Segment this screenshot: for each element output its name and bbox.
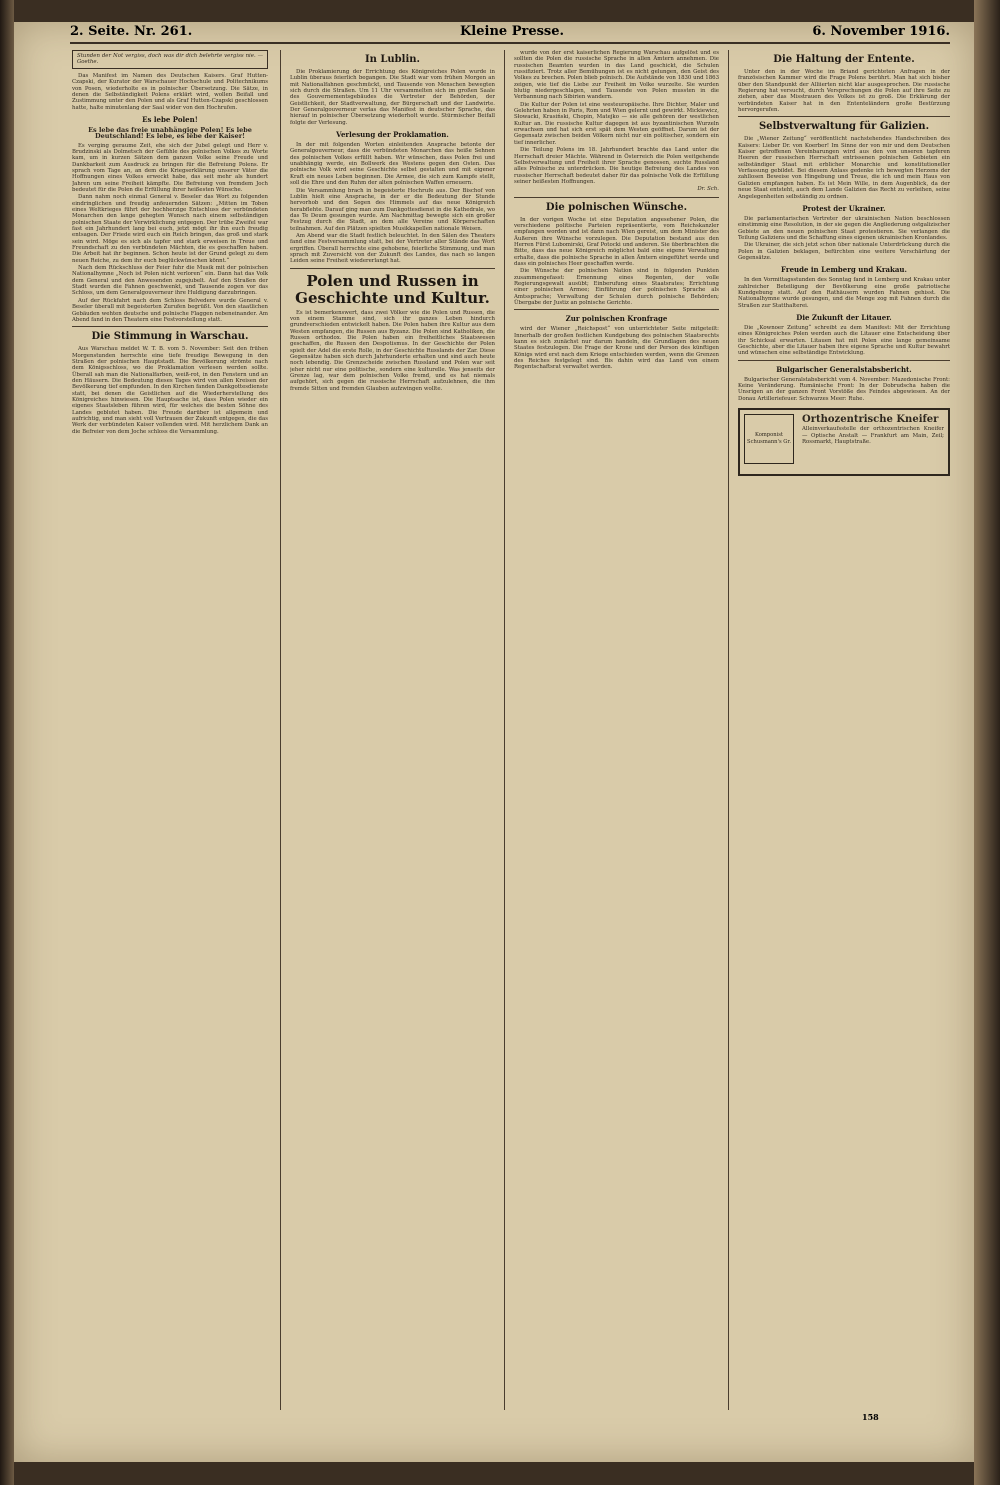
article-headline: Die Stimmung in Warschau. — [91, 331, 249, 343]
article-headline: Die polnischen Wünsche. — [545, 201, 688, 213]
article-headline: Freude in Lemberg und Krakau. — [781, 265, 907, 275]
article-text: Am Abend war die Stadt festlich beleuchtet. In den Sälen des Theaters fand eine Festversammlung statt, bei der Vertreter aller Stände das Wort ergriffen. Überall herrschte eine gehobene, feierliche Stimmung, und man sprach mit Zuversicht von der Zukunft des Landes, das nach so langen Leiden seine Freiheit wiedererlangt hat. — [290, 232, 495, 265]
column-1 — [72, 50, 268, 1410]
article-headline: Die Zukunft der Litauer. — [796, 312, 892, 322]
author-signature: Dr. Sch. — [697, 186, 719, 193]
divider — [738, 116, 950, 117]
article-text: Die Teilung Polens im 18. Jahrhundert brachte das Land unter die Herrschaft dreier Mächte. Während in Österreich die Polen weitgehende Selbstverwaltung und Freiheit ihrer Sprache genossen, suchte Russland alles Polnische zu unterdrücken. Die heutige Befreiung des Landes von russischer Herrschaft bedeutet daher für das polnische Volk die Erfüllung seiner heißesten Hoffnungen. — [514, 147, 719, 185]
article-text: Die Ukrainer, die sich jetzt schon über nationale Unterdrückung durch die Polen in Galizien beklagen, befürchten eine weitere Verschärfung der Gegensätze. — [738, 242, 950, 261]
article-headline: Zur polnischen Kronfrage — [565, 314, 668, 324]
folio-number: 158 — [862, 1412, 879, 1422]
article-text: Die Versammlung brach in begeisterte Hochrufe aus. Der Bischof von Lublin hielt eine Ansprache, in der er die Bedeutung der Stunde hervorhob und den Segen des Himmels auf das neue Königreich herabflehte. Darauf ging man zum Dankgottesdienst in die Kathedrale, wo das Te Deum gesungen wurde. Am Nachmittag bewegte sich ein großer Festzug durch die Stadt, an dem alle Vereine und Körperschaften teilnahmen. Auf den Plätzen spielten Musikkapellen nationale Weisen. — [290, 187, 495, 232]
advertisement-title: Orthozentrische Kneifer — [802, 414, 939, 426]
article-text: Die Wünsche der polnischen Nation sind in folgenden Punkten zusammengefasst: Ernennung eines Regenten, der volle Regierungsgewalt ausübt; Einberufung eines Staatsrates; Errichtung einer polnischen Armee; Einführung der polnischen Sprache als Amtssprache; Verwaltung der Schulen durch polnische Behörden; Übergabe der Justiz an polnische Gerichte. — [514, 268, 719, 307]
article-text: Dann nahm noch einmal General v. Beseler das Wort zu folgenden eindringlichen und freudig anfeuernden Sätzen: „Mitten im Toben eines Weltkrieges führt der hochherzige Entschluss der verbündeten Monarchen den lange gehegten Wunsch nach einem selbständigen polnischen Staate der Verwirklichung entgegen. Der trübe Zweifel war fast ein Jahrhundert lang bei euch, jetzt mögt ihr ihn euch freudig entsagen. Der Friede wird euch ein Reich bringen, das groß und stark sein wird. Möge es sich als tapfer und stark erweisen in Treue und Freundschaft zu den verbündeten Mächten, die es geschaffen haben. Die Arbeit hat ihr beginnen. Schon heute ist der Grund gelegt zu dem neuen Reiche, zu dem ihr euch beglückwünschen könnt.“ — [72, 194, 268, 264]
divider — [72, 326, 268, 327]
advertisement-logo: Komponist Schusmann's Gr. — [744, 414, 794, 464]
article-text: Bulgarischer Generalstabsbericht vom 4. November: Mazedonische Front: Keine Veränderung. Rumänische Front: In der Dobrudscha haben die Unsrigen an der ganzen Front Vorstöße des Feindes abgewiesen. An der Donau Artilleriefeuer. Schwarzes Meer: Ruhe. — [738, 376, 950, 402]
column-2 — [290, 50, 495, 1410]
article-text: Das Manifest im Namen des Deutschen Kaisers. Graf Hutten-Czapski, der Kurator der Warschauer Hochschule und Politechnikums von Posen, wiederholte es in polnischer Übersetzung. Die Sätze, in denen die Selbständigkeit Polens erklärt wird, wollen Beifall und Zustimmung unter den Polen und als Graf Hutten-Czapski geschlossen hatte, halte minutenlang der Saal wider von den Hochrufen. — [72, 72, 268, 111]
article-text: Auf der Rückfahrt nach dem Schloss Belvedere wurde General v. Beseler überall mit begeisterten Zurufen begrüßt. Von den staatlichen Gebäuden wehten deutsche und polnische Flaggen nebeneinander. Am Abend fand in den Theatern eine Festvorstellung statt. — [72, 297, 268, 323]
divider — [514, 197, 719, 198]
article-text: In den Vormittagsstunden des Sonntag fand in Lemberg und Krakau unter zahlreicher Beteiligung der Bevölkerung eine große patriotische Kundgebung statt. Auf den Rathäusern wurden Fahnen gehisst. Die Nationalhymne wurde gesungen, und die Menge zog mit Fahnen durch die Straßen zur Statthalterei. — [738, 277, 950, 309]
column-4 — [738, 50, 950, 1410]
section-heading: Verlesung der Proklamation. — [336, 130, 449, 140]
column-rule — [504, 50, 505, 1410]
article-headline: Die Haltung der Entente. — [773, 54, 915, 65]
article-text: Die „Wiener Zeitung“ veröffentlicht nachstehendes Handschreiben des Kaisers: Lieber Dr. von Koerber! Im Sinne der von mir und dem Deutschen Kaiser getroffenen Vereinbarungen wird aus den von unseren tapferen Heeren der russischen Herrschaft entrissenen polnischen Gebieten ein selbständiger Staat mit erblicher Monarchie und konstitutioneller Verfassung gebildet. Bei diesem Anlass gedenke ich bewegten Herzens der zahllosen Beweise von Hingebung und Treue, die ich und mein Haus von Galizien empfangen haben. Es ist Mein Wille, in dem Augenblick, da der neue Staat entsteht, auch dem Lande Galizien das Recht zu verleihen, seine Angelegenheiten selbständig zu ordnen. — [738, 136, 950, 200]
article-text: Die Kultur der Polen ist eine westeuropäische. Ihre Dichter, Maler und Gelehrten haben in Paris, Rom und Wien gelernt und gewirkt. Mickiewicz, Słowacki, Krasiński, Chopin, Matejko — sie alle gehören der westlichen Kultur an. Die russische Kultur dagegen ist aus byzantinischen Wurzeln erwachsen und hat sich erst spät dem Westen geöffnet. Darum ist der Gegensatz zwischen beiden Völkern nicht nur ein politischer, sondern ein tief innerlicher. — [514, 101, 719, 146]
divider — [290, 268, 495, 269]
advertisement — [738, 408, 950, 476]
article-text: Es verging geraume Zeit, ehe sich der Jubel gelegt und Herr v. Brudzinski als Dolmetsch der Gefühle des polnischen Volkes zu Worte kam, um in kurzen Sätzen dem ganzen Volke seine Freude und Dankbarkeit zum Ausdruck zu bringen für die Befreiung Polens. Er sprach vom Tage an, an dem die Kriegserklärung unserer Väter die Hoffnungen eines Volkes erweckt habe, das seit mehr als hundert Jahren um seine Freiheit kämpfte. Die Befreiung von fremdem Joch bedeutet für die Polen die Erfüllung ihrer heißesten Wünsche. — [72, 142, 268, 193]
newspaper-title: Kleine Presse. — [460, 24, 565, 39]
article-text: Unter den in der Woche im Briand gerichteten Anfragen in der französischen Kammer wird die Frage Polens berührt. Man hat sich bisher über den Standpunkt der Alliierten nicht klar ausgesprochen. Die russische Regierung hat versucht, durch Versprechungen die Polen auf ihre Seite zu ziehen, aber das Misstrauen des Volkes ist zu groß. Die Erklärung der verbündeten Kaiser hat in den Ententeländern große Bestürzung hervorgerufen. — [738, 69, 950, 114]
page-edge — [974, 0, 1000, 1485]
article-text: In der vorigen Woche ist eine Deputation angesehener Polen, die verschiedene politische Parteien repräsentierte, vom Reichskanzler empfangen worden und ist dann nach Wien gereist, um dem Minister des Äußeren ihre Wünsche vorzulegen. Die Deputation bestand aus den Herren Fürst Lubomirski, Graf Potocki und anderen. Sie überbrachten die Bitte, dass das neue Königreich möglichst bald eine eigene Verwaltung erhalte, dass die polnische Sprache in allen Ämtern eingeführt werde und dass ein polnisches Heer geschaffen werde. — [514, 216, 719, 267]
column-3 — [514, 50, 719, 1410]
article-headline: Selbstverwaltung für Galizien. — [758, 121, 930, 133]
article-text: In der mit folgenden Worten einleitenden Ansprache betonte der Generalgouverneur, dass die verbündeten Monarchen das heiße Sehnen des polnischen Volkes erfüllt haben. Wir wünschen, dass Polen frei und unabhängig werde, ein Bollwerk des Westens gegen den Osten. Das polnische Volk wird seine Geschichte selbst gestalten und mit eigener Kraft ein neues Leben beginnen. Die Armee, die sich zum Kampfe stellt, soll die Ehre und den Ruhm der alten polnischen Waffen erneuern. — [290, 142, 495, 187]
article-headline: In Lublin. — [364, 54, 421, 65]
article-headline: Bulgarischer Generalstabsbericht. — [776, 364, 912, 374]
article-text: Nach dem Rückschluss der Feier fuhr die Musik mit der polnischen Nationalhymne „Noch ist Polen nicht verloren“ ein. Dann hat das Volk dem General und den Anwesenden zugejubelt. Auf den Straßen der Stadt wurden die Fahnen geschwenkt, und Tausende zogen vor das Schloss, um dem Generalgouverneur ihre Huldigung darzubringen. — [72, 265, 268, 297]
article-text: wird der Wiener „Reichspost“ von unterrichteter Seite mitgeteilt: Innerhalb der großen festlichen Kundgebung des polnischen Staatsrechts kann es sich zunächst nur darum handeln, die Grundlagen des neuen Staates festzulegen. Die Frage der Krone und der Person des künftigen Königs wird erst nach dem Kriege entschieden werden, wenn die Grenzen des Reiches festgelegt sind. Bis dahin wird das Land von einem Regentschaftsrat verwaltet werden. — [514, 326, 719, 371]
issue-date: 6. November 1916. — [812, 24, 950, 39]
slogan: Es lebe das freie unabhängige Polen! Es lebe Deutschland! Es lebe, es lebe der Kaiser! — [88, 125, 252, 141]
page-number-label: 2. Seite. Nr. 261. — [70, 24, 193, 39]
article-headline: Polen und Russen in Geschichte und Kultur. — [295, 271, 490, 307]
article-text: Es ist bemerkenswert, dass zwei Völker wie die Polen und Russen, die von einem Stamme sind, sich ihr ganzes Leben hindurch grundverschieden entwickelt haben. Die Polen haben ihre Kultur aus dem Westen empfangen, die Russen aus Byzanz. Die Polen sind Katholiken, die Russen orthodox. Die Polen haben ein freiheitliches Staatswesen geschaffen, die Russen den Despotismus. In der Geschichte der Polen spielt der Adel die erste Rolle, in der Geschichte Russlands der Zar. Diese Gegensätze haben sich durch Jahrhunderte erhalten und sind auch heute noch lebendig. Die Grenzscheide zwischen Russland und Polen war seit jeher nicht nur eine politische, sondern eine kulturelle. Was jenseits der Grenze lag, war dem polnischen Volke fremd, und es hat niemals aufgehört, sich gegen die russische Herrschaft aufzulehnen, die ihm fremde Sitten und fremden Glauben aufzwingen wollte. — [290, 309, 495, 392]
column-rule — [280, 50, 281, 1410]
epigraph-box: Stunden der Not vergiss, doch was dir dich belehrte vergiss nie. — Goethe. — [72, 50, 268, 69]
article-text: Die „Kownoer Zeitung“ schreibt zu dem Manifest: Mit der Errichtung eines Königreiches Polen werden auch die Litauer eine Entscheidung über ihr Schicksal erwarten. Litauen hat mit Polen eine lange gemeinsame Geschichte, aber die Litauer haben ihre eigene Sprache und Kultur bewahrt und wünschen eine selbständige Entwicklung. — [738, 324, 950, 357]
article-text: Die parlamentarischen Vertreter der ukrainischen Nation beschlossen einstimmig eine Resolution, in der sie gegen die Angliederung ostgalizischer Gebiete an den neuen polnischen Staat protestieren. Sie verlangen die Teilung Galiziens und die Schaffung eines eigenen ukrainischen Kronlandes. — [738, 215, 950, 241]
advertisement-text: Alleinverkaufsstelle der orthozentrischen Kneifer — Optische Anstalt — Frankfurt am Main, Zeil; Rossmarkt, Hauptstraße. — [802, 426, 944, 446]
page-binding — [0, 0, 14, 1485]
column-rule — [728, 50, 729, 1410]
masthead — [70, 24, 950, 44]
article-text: wurde von der erst kaiserlichen Regierung Warschau aufgelöst und es sollten die Polen die russische Sprache in allen Ämtern annehmen. Die russischen Beamten wurden in das Land geschickt, die Schulen russifiziert. Trotz aller Bemühungen ist es nicht gelungen, den Geist des Volkes zu brechen. Polen blieb polnisch. Die Aufstände von 1830 und 1863 zeigen, wie tief die Liebe zur Freiheit im Volke wurzelte. Sie wurden blutig niedergeschlagen, und Tausende von Polen mussten in die Verbannung nach Sibirien wandern. — [514, 50, 719, 101]
article-text: Aus Warschau meldet W. T. B. vom 5. November: Seit den frühen Morgenstunden herrschte eine tiefe freudige Bewegung in den Straßen der polnischen Hauptstadt. Die Bevölkerung strömte nach dem Königsschloss, wo die Proklamation verlesen werden sollte. Überall sah man die Nationalfarben, weiß-rot, in den Fenstern und an den Häusern. Die Bedeutung dieses Tages wird von allen Kreisen der Bevölkerung tief empfunden. In den Kirchen fanden Dankgottesdienste statt, bei denen die Geistlichen auf die Wiederherstellung des Königreiches hinwiesen. Die Hauptsache ist, dass Polen wieder ein eigenes Staatsleben führen wird, für welches die besten Söhne des Landes geblutet haben. Die Freude darüber ist allgemein und aufrichtig, und man sieht voll Vertrauen der Zukunft entgegen, die das Werk der verbündeten Kaiser vollenden wird. Mit herzlichem Dank an die Befreier von dem Joche schloss die Versammlung. — [72, 346, 268, 435]
section-heading: Es lebe Polen! — [142, 114, 198, 124]
divider — [738, 360, 950, 361]
article-headline: Protest der Ukrainer. — [802, 203, 886, 213]
divider — [514, 309, 719, 310]
article-text: Die Proklamierung der Errichtung des Königreiches Polen wurde in Lublin überaus feierlich begangen. Die Stadt war vom frühen Morgen an mit Nationalfahnen geschmückt, und Tausende von Menschen bewegten sich durch die Straßen. Um 11 Uhr versammelten sich im großen Saale des Gouvernementsgebäudes die Vertreter der Behörden, der Geistlichkeit, der Stadtverwaltung, der Bürgerschaft und der Landwirte. Der Generalgouverneur verlas das Manifest in deutscher Sprache, das hierauf in polnischer Übersetzung wiederholt wurde. Stürmischer Beifall folgte der Verlesung. — [290, 69, 495, 126]
